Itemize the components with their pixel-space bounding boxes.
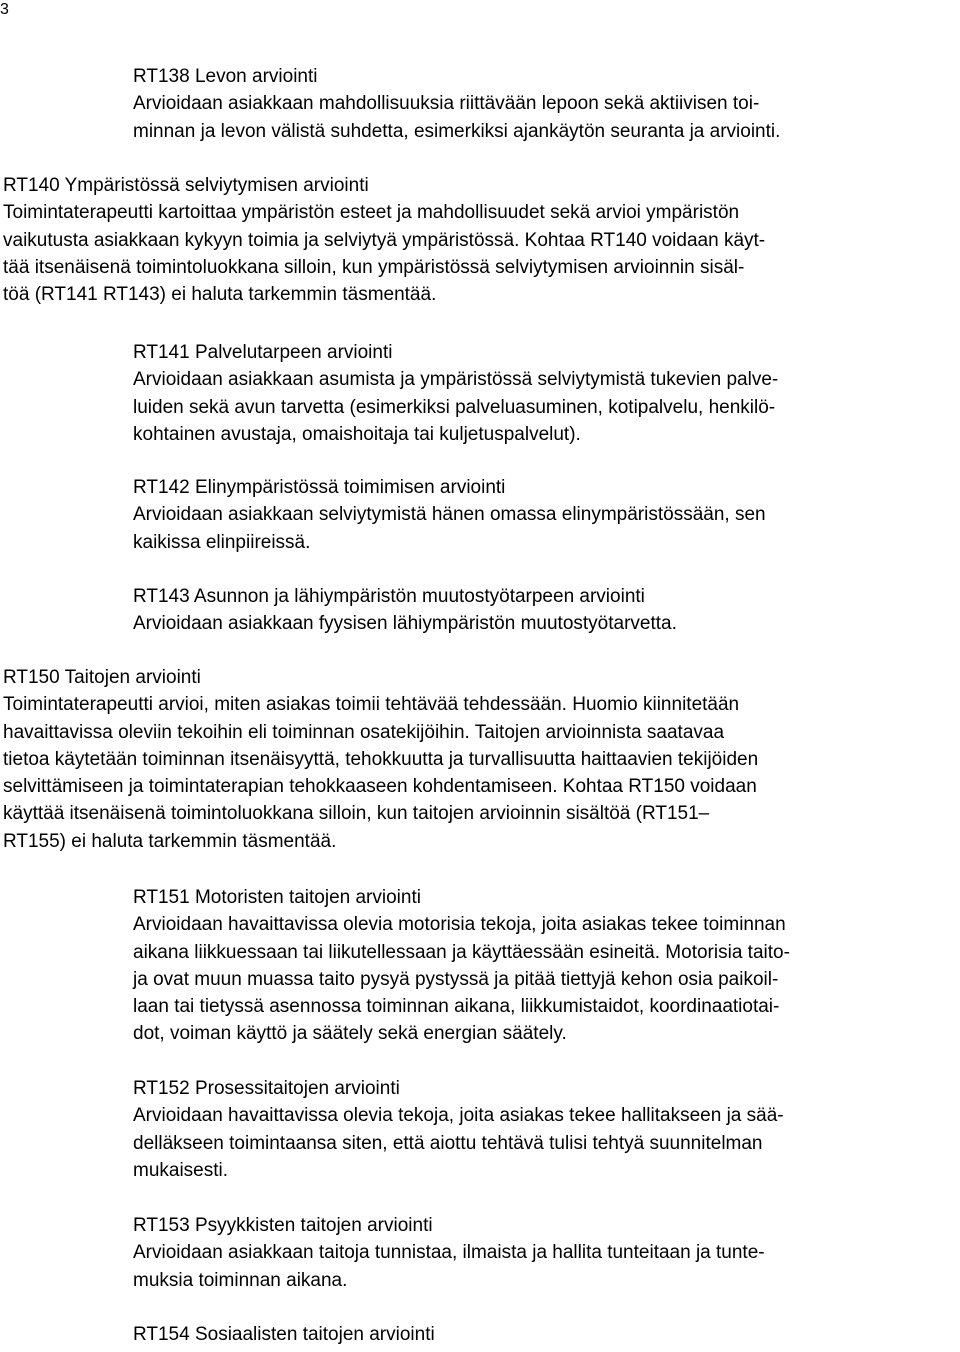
section-rt138 — [133, 63, 780, 145]
section-heading: RT140 Ympäristössä selviytymisen arviointi — [3, 175, 369, 196]
paragraph-line: selvittämiseen ja toimintaterapian tehokkaaseen kohdentamiseen. Kohtaa RT150 voidaan — [3, 776, 757, 798]
paragraph-line: luiden sekä avun tarvetta (esimerkiksi palveluasuminen, kotipalvelu, henkilö- — [133, 396, 776, 418]
section-heading: RT151 Motoristen taitojen arviointi — [133, 887, 421, 908]
paragraph-line: tietoa käytetään toiminnan itsenäisyyttä, tehokkuutta ja turvallisuutta haittaavien tekijöiden — [3, 748, 759, 770]
paragraph-line: Arvioidaan asiakkaan selviytymistä hänen omassa elinympäristössään, sen — [133, 504, 766, 526]
section-rt151 — [133, 884, 790, 1048]
paragraph-line: Arvioidaan havaittavissa olevia motorisia tekoja, joita asiakas tekee toiminnan — [133, 914, 786, 936]
paragraph-line: Arvioidaan asiakkaan asumista ja ympäristössä selviytymistä tukevien palve- — [133, 369, 779, 391]
paragraph-line: tää itsenäisenä toimintoluokkana silloin, kun ympäristössä selviytymisen arvioinnin sisäl- — [3, 256, 745, 278]
section-rt142 — [133, 474, 766, 556]
section-rt141 — [133, 339, 778, 448]
section-heading: RT153 Psyykkisten taitojen arviointi — [133, 1215, 433, 1236]
paragraph-line: Arvioidaan asiakkaan mahdollisuuksia riittävään lepoon sekä aktiivisen toi- — [133, 93, 760, 115]
paragraph-line: kaikissa elinpiireissä. — [133, 531, 311, 553]
section-heading: RT154 Sosiaalisten taitojen arviointi — [133, 1324, 435, 1345]
paragraph-line: mukaisesti. — [133, 1159, 229, 1181]
paragraph-line: vaikutusta asiakkaan kykyyn toimia ja selviytyä ympäristössä. Kohtaa RT140 voidaan käyt- — [3, 229, 766, 251]
section-heading: RT141 Palvelutarpeen arviointi — [133, 342, 393, 363]
section-rt143 — [133, 583, 677, 638]
section-heading: RT138 Levon arviointi — [133, 66, 318, 87]
paragraph-line: Arvioidaan asiakkaan fyysisen lähiympäristön muutostyötarvetta. — [133, 613, 677, 635]
paragraph-line: Arvioidaan havaittavissa olevia tekoja, joita asiakas tekee hallitakseen ja sää- — [133, 1105, 784, 1127]
paragraph-line: Toimintaterapeutti kartoittaa ympäristön esteet ja mahdollisuudet sekä arvioi ympäristön — [3, 202, 740, 224]
paragraph-line: ja ovat muun muassa taito pysyä pystyssä ja pitää tiettyjä kehon osia paikoil- — [133, 968, 779, 990]
paragraph-line: aikana liikkuessaan tai liikutellessaan ja käyttäessään esineitä. Motorisia taito- — [133, 941, 790, 963]
section-rt152 — [133, 1075, 784, 1184]
section-rt150 — [3, 664, 758, 855]
paragraph-line: RT155) ei haluta tarkemmin täsmentää. — [3, 830, 337, 852]
section-heading: RT150 Taitojen arviointi — [3, 667, 201, 688]
section-rt154 — [133, 1321, 435, 1348]
paragraph-line: havaittavissa oleviin tekoihin eli toiminnan osatekijöihin. Taitojen arvioinnista saatavaa — [3, 721, 725, 743]
paragraph-line: töä (RT141 RT143) ei haluta tarkemmin täsmentää. — [3, 284, 437, 306]
section-heading: RT152 Prosessitaitojen arviointi — [133, 1078, 400, 1099]
paragraph-line: Toimintaterapeutti arvioi, miten asiakas toimii tehtävää tehdessään. Huomio kiinnitetään — [3, 694, 740, 716]
paragraph-line: laan tai tietyssä asennossa toiminnan aikana, liikkumistaidot, koordinaatiotai- — [133, 996, 780, 1018]
paragraph-line: kohtainen avustaja, omaishoitaja tai kuljetuspalvelut). — [133, 423, 581, 445]
paragraph-line: käyttää itsenäisenä toimintoluokkana silloin, kun taitojen arvioinnin sisältöä (RT151– — [3, 803, 710, 825]
section-rt140 — [3, 172, 765, 308]
paragraph-line: minnan ja levon välistä suhdetta, esimerkiksi ajankäytön seuranta ja arviointi. — [133, 120, 781, 142]
paragraph-line: Arvioidaan asiakkaan taitoja tunnistaa, ilmaista ja hallita tunteitaan ja tunte- — [133, 1242, 765, 1264]
section-rt153 — [133, 1212, 765, 1294]
section-heading: RT142 Elinympäristössä toimimisen arviointi — [133, 477, 506, 498]
paragraph-line: muksia toiminnan aikana. — [133, 1269, 348, 1291]
paragraph-line: dot, voiman käyttö ja säätely sekä energian säätely. — [133, 1023, 567, 1045]
section-heading: RT143 Asunnon ja lähiympäristön muutostyötarpeen arviointi — [133, 586, 645, 607]
paragraph-line: delläkseen toimintaansa siten, että aiottu tehtävä tulisi tehtyä suunnitelman — [133, 1132, 763, 1154]
page-number: 3 — [0, 1, 9, 18]
